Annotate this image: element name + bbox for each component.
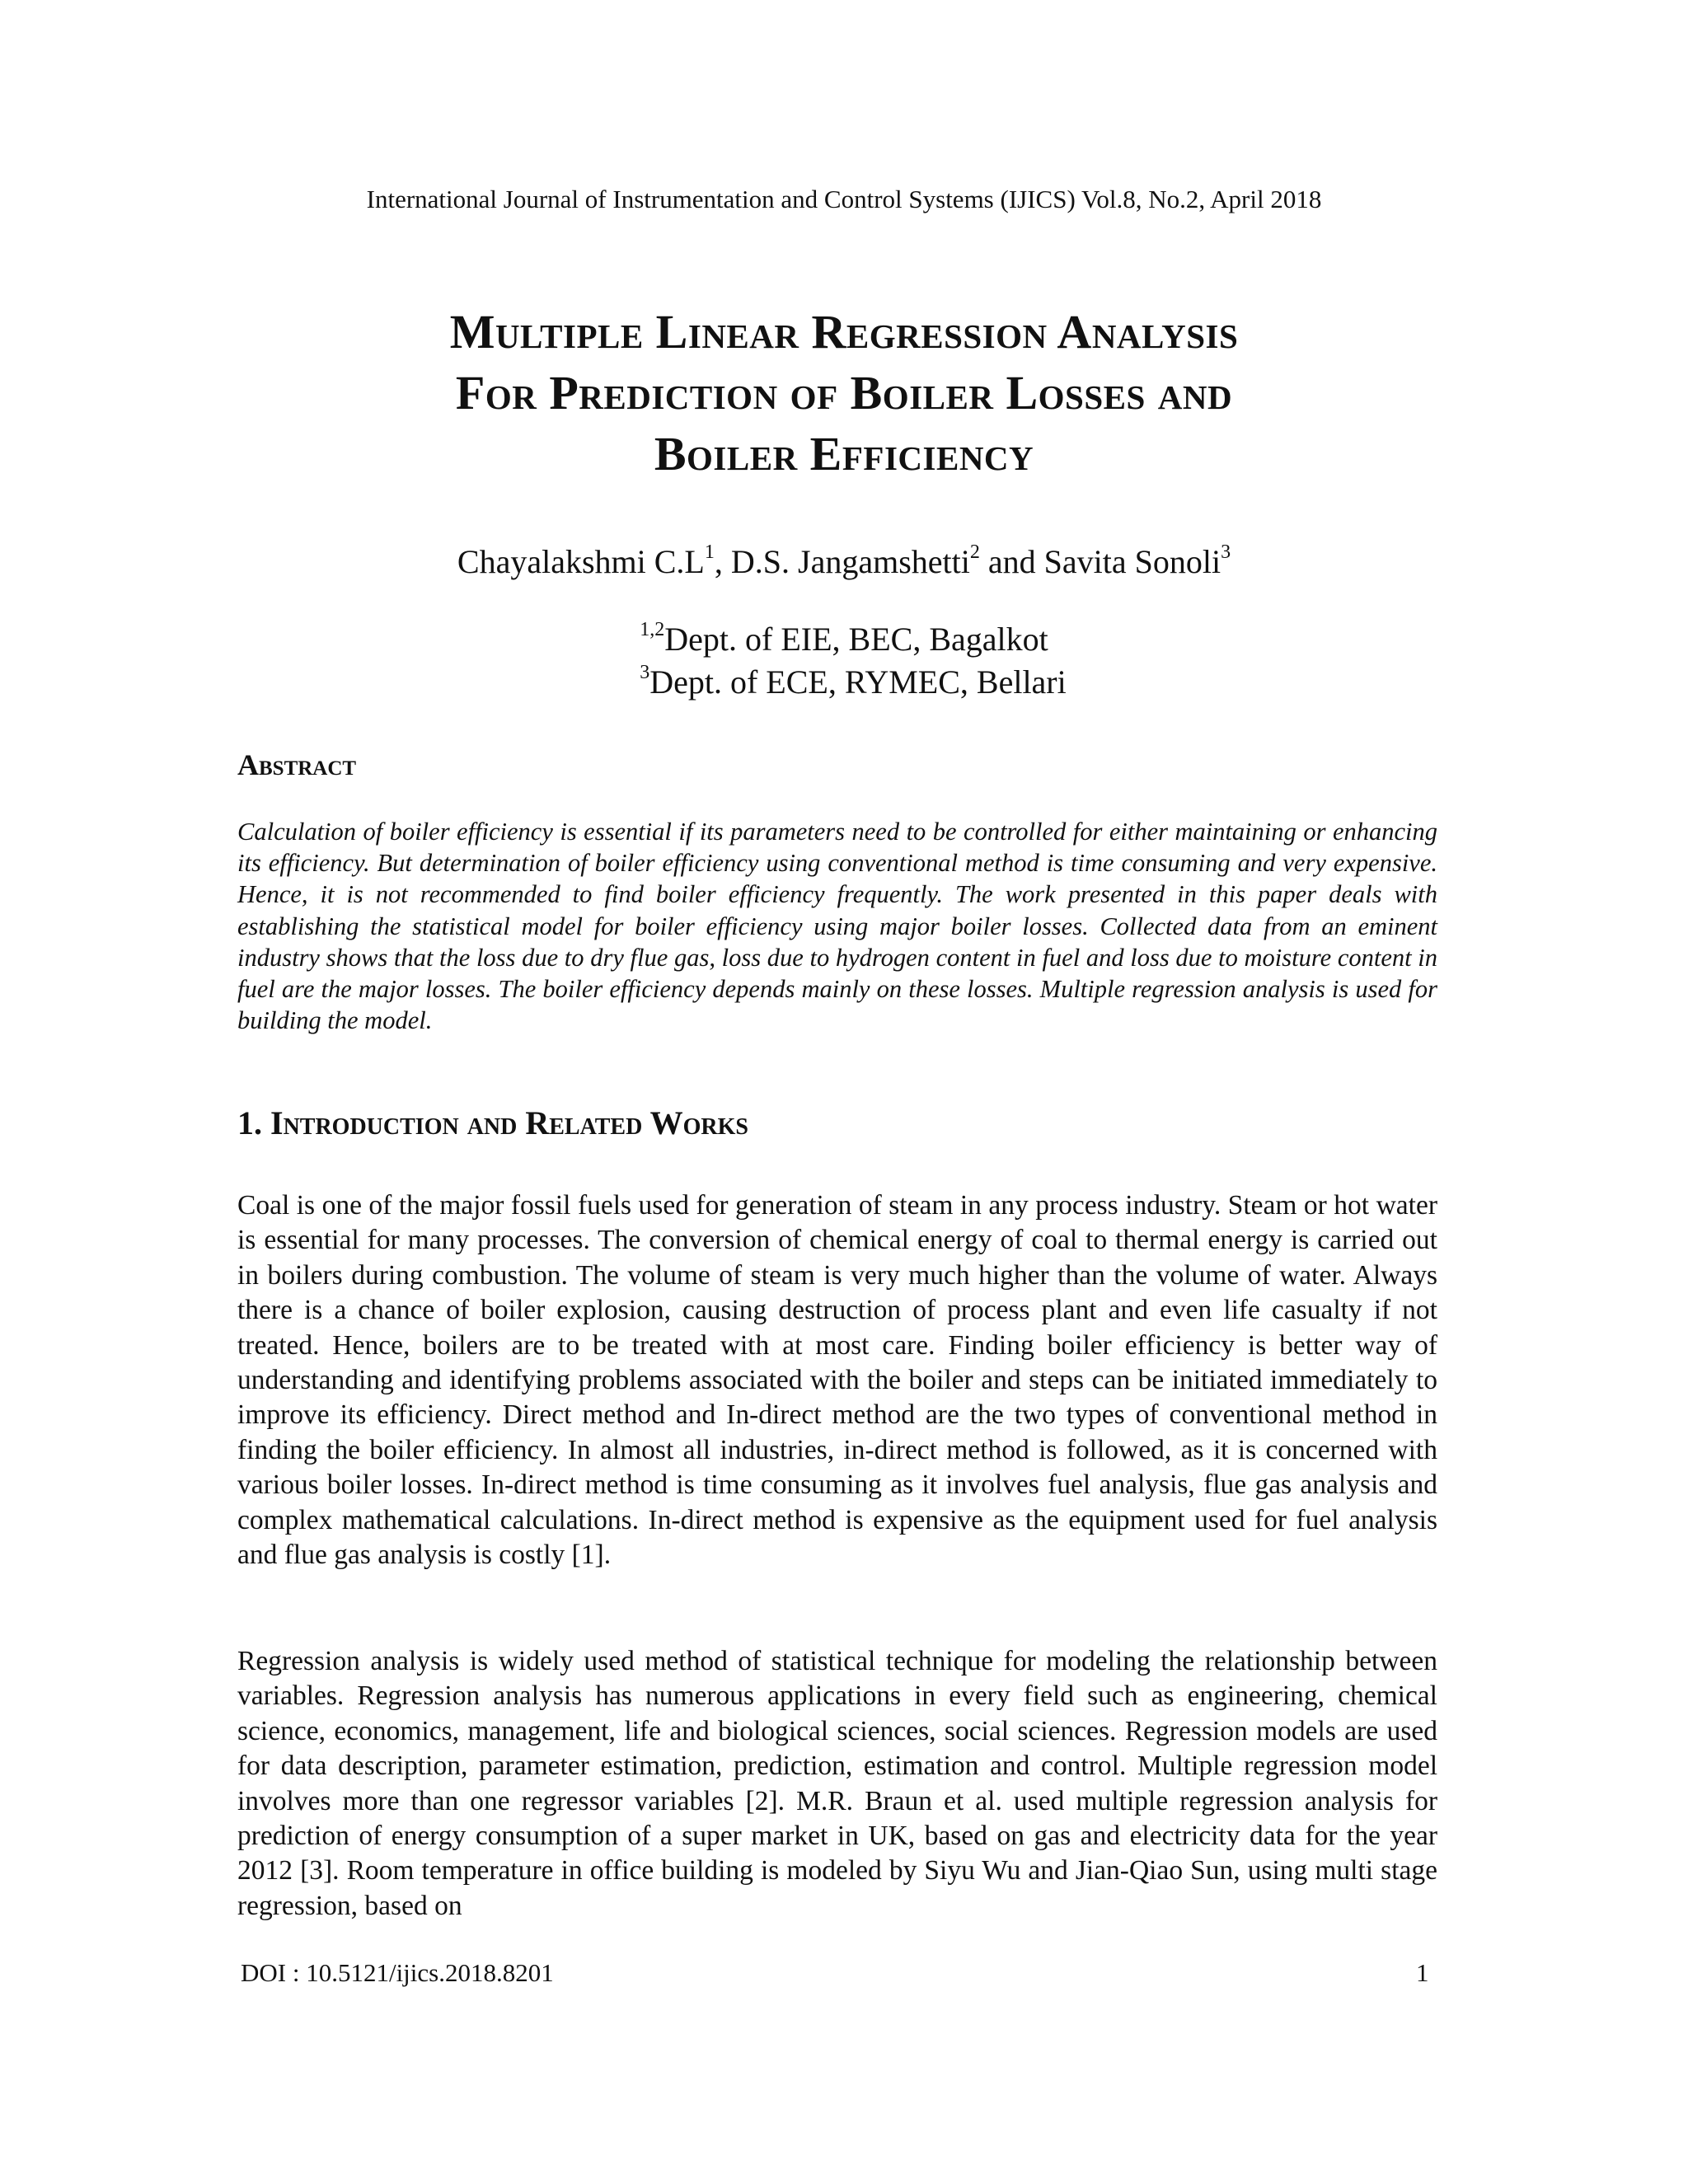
author-sup-2: 2 — [969, 541, 980, 563]
affiliation-1 — [0, 618, 1688, 661]
running-header: International Journal of Instrumentation and Control Systems (IJICS) Vol.8, No.2, April 2018 — [366, 185, 1322, 213]
author-sup-3: 3 — [1221, 541, 1231, 563]
section-heading-introduction: 1. Introduction and Related Works — [237, 1104, 748, 1141]
author-name-3: Savita Sonoli — [1043, 543, 1221, 580]
author-separator-1: , — [714, 543, 731, 580]
affiliation-text-1: Dept. of EIE, BEC, Bagalkot — [664, 621, 1048, 658]
affiliation-2 — [0, 661, 1688, 704]
title-line-1: Multiple Linear Regression Analysis — [449, 305, 1239, 359]
affiliation-sup-2: 3 — [640, 662, 650, 683]
affiliations — [0, 618, 1688, 704]
author-name-2: D.S. Jangamshetti — [730, 543, 970, 580]
paper-title — [0, 302, 1688, 485]
author-sup-1: 1 — [704, 541, 715, 563]
author-list — [0, 541, 1688, 583]
title-line-3: Boiler Efficiency — [654, 427, 1034, 480]
body-paragraph: Regression analysis is widely used method of statistical technique for modeling the relationship between variables. Regression analysis has numerous applications in every field such as engineering, chemical science, economics, management, life and biological sciences, social sciences. Regression models are used for data description, parameter estimation, prediction, estimation and control. Multiple regression model involves more than one regressor variables [2]. M.R. Braun et al. used multiple regression analysis for prediction of energy consumption of a super market in UK, based on gas and electricity data for the year 2012 [3]. Room temperature in office building is modeled by Siyu Wu and Jian-Qiao Sun, using multi stage regression, based on — [237, 1646, 1437, 1921]
footer-doi: DOI : 10.5121/ijics.2018.8201 — [241, 1958, 554, 1987]
author-separator-2: and — [979, 543, 1044, 580]
affiliation-sup-1: 1,2 — [640, 619, 665, 640]
affiliation-text-2: Dept. of ECE, RYMEC, Bellari — [649, 663, 1067, 701]
abstract-text: Calculation of boiler efficiency is essential if its parameters need to be controlled for either maintaining or enhancing its efficiency. But determination of boiler efficiency using conventional method is time consuming and very expensive. Hence, it is not recommended to find boiler efficiency frequently. The work presented in this paper deals with establishing the statistical model for boiler efficiency using major boiler losses. Collected data from an eminent industry shows that the loss due to dry flue gas, loss due to hydrogen content in fuel and loss due to moisture content in fuel are the major losses. The boiler efficiency depends mainly on these losses. Multiple regression analysis is used for building the model. — [237, 818, 1437, 1035]
body-paragraph: Coal is one of the major fossil fuels used for generation of steam in any process industry. Steam or hot water is essential for many processes. The conversion of chemical energy of coal to thermal energy is carried out in boilers during combustion. The volume of steam is very much higher than the volume of water. Always there is a chance of boiler explosion, causing destruction of process plant and even life casualty if not treated. Hence, boilers are to be treated with at most care. Finding boiler efficiency is better way of understanding and identifying problems associated with the boiler and steps can be initiated immediately to improve its efficiency. Direct method and In-direct method are the two types of conventional method in finding the boiler efficiency. In almost all industries, in-direct method is followed, as it is concerned with various boiler losses. In-direct method is time consuming as it involves fuel analysis, flue gas analysis and complex mathematical calculations. In-direct method is expensive as the equipment used for fuel analysis and flue gas analysis is costly [1]. — [237, 1190, 1437, 1571]
page-number: 1 — [1416, 1958, 1429, 1987]
author-name-1: Chayalakshmi C.L — [457, 543, 705, 580]
title-line-2: For Prediction of Boiler Losses and — [455, 366, 1233, 419]
abstract-heading: Abstract — [237, 748, 357, 781]
